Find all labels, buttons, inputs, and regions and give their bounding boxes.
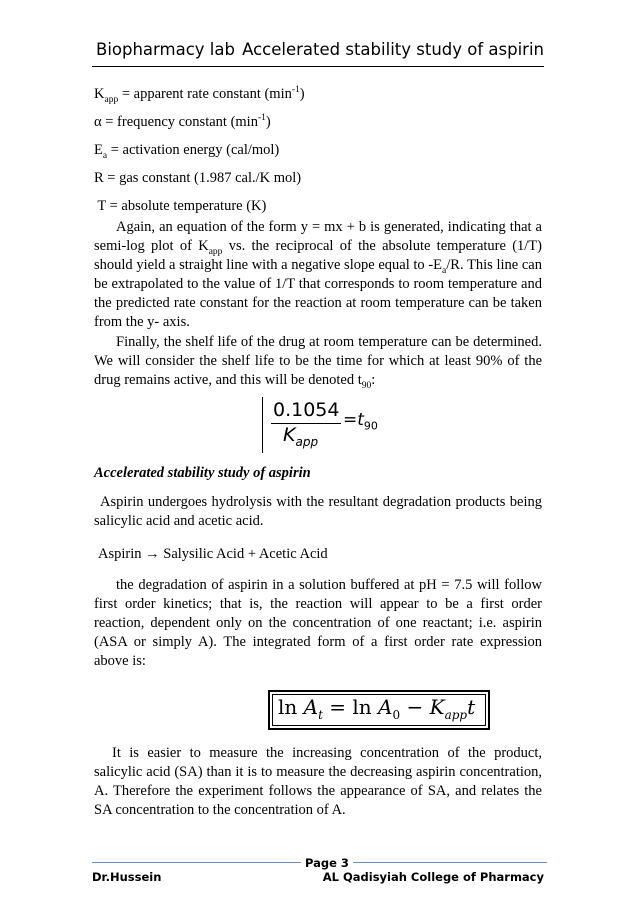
eq-subscript: app bbox=[444, 708, 468, 722]
def-subscript: a bbox=[102, 150, 108, 161]
def-text: = frequency constant (min bbox=[101, 114, 258, 130]
def-text: = gas constant (1.987 cal./K mol) bbox=[103, 170, 302, 186]
para-text: Finally, the shelf life of the drug at room temperature can be determined. We will consider the shelf life to be the time for which at least 90% of the drug remains active, and this will be denoted t bbox=[94, 334, 542, 388]
para-text: : bbox=[371, 372, 376, 388]
eq-subscript: t bbox=[318, 708, 323, 722]
reaction-equation: Aspirin → Salysilic Acid + Acetic Acid bbox=[98, 546, 328, 562]
header-right-title: Accelerated stability study of aspirin bbox=[242, 40, 544, 59]
equation-text bbox=[278, 695, 476, 722]
eq-part: K bbox=[429, 695, 445, 719]
definition-ea bbox=[94, 142, 305, 170]
shelf-life-equation bbox=[262, 397, 383, 453]
def-tail: ) bbox=[299, 86, 305, 102]
paragraph-hydrolysis: Aspirin undergoes hydrolysis with the resultant degradation products being salicylic acid and acetic acid. bbox=[94, 494, 542, 529]
footer-institution: AL Qadisyiah College of Pharmacy bbox=[322, 870, 544, 884]
def-superscript: -1 bbox=[257, 113, 266, 124]
def-symbol: E bbox=[94, 142, 103, 158]
def-text: = apparent rate constant (min bbox=[118, 86, 292, 102]
eq-part: ln bbox=[278, 695, 304, 719]
definition-r bbox=[94, 170, 305, 198]
den-subscript: app bbox=[295, 434, 319, 449]
footer-author: Dr.Hussein bbox=[92, 870, 162, 884]
header-left-title: Biopharmacy lab bbox=[96, 40, 235, 59]
equation-rhs bbox=[343, 410, 378, 433]
def-text: = absolute temperature (K) bbox=[105, 198, 267, 214]
def-text: = activation energy (cal/mol) bbox=[107, 142, 280, 158]
def-tail: ) bbox=[265, 114, 271, 130]
definition-kapp bbox=[94, 86, 305, 114]
para-text: /R. This line can be extrapolated to the value of 1/T that corresponds to room temperature and the predicted rate constant for the reaction at room temperature can be taken from the y- axis. bbox=[94, 257, 542, 330]
eq-part: = ln bbox=[322, 695, 379, 719]
eq-part: A bbox=[378, 695, 393, 719]
equation-denominator bbox=[283, 424, 319, 449]
page-header bbox=[92, 40, 544, 67]
paragraph-kinetics: the degradation of aspirin in a solution buffered at pH = 7.5 will follow first order kinetics; that is, the reaction will appear to be a first order reaction, dependent only on the concentration of one reactant; i.e. aspirin (ASA or simply A). The integrated form of a first order rate expression above is: bbox=[94, 577, 542, 669]
para-text: vs. the reciprocal of the absolute temperature (1/T) should yield a straight line with a negative slope equal to -E bbox=[94, 238, 542, 273]
equation-numerator: 0.1054 bbox=[273, 399, 340, 421]
den-symbol: K bbox=[283, 424, 296, 446]
def-symbol: T bbox=[94, 198, 106, 214]
paragraph-shelf-life bbox=[94, 333, 542, 390]
def-symbol: K bbox=[94, 86, 105, 102]
paragraph-measurement: It is easier to measure the increasing concentration of the product, salicylic acid (SA) than it is to measure the decreasing aspirin concentration, A. Therefore the experiment follows the appearance of SA, and relates the SA concentration to the concentration of A. bbox=[94, 745, 542, 818]
paragraph-semilog bbox=[94, 218, 542, 332]
def-symbol: R bbox=[94, 170, 104, 186]
definitions-list bbox=[94, 86, 305, 226]
para-subscript: 90 bbox=[361, 380, 372, 391]
def-symbol: α bbox=[94, 114, 102, 130]
definition-alpha bbox=[94, 114, 305, 142]
para-subscript: a bbox=[442, 265, 447, 276]
eq-part: t bbox=[467, 695, 476, 719]
para-text: Again, an equation of the form y = mx + b is generated, indicating that a semi-log plot of K bbox=[94, 219, 542, 254]
rhs-subscript: 90 bbox=[363, 419, 378, 433]
page-number: Page 3 bbox=[301, 856, 353, 870]
section-heading: Accelerated stability study of aspirin bbox=[94, 465, 311, 481]
eq-part: A bbox=[303, 695, 319, 719]
def-subscript: app bbox=[104, 94, 119, 105]
def-superscript: -1 bbox=[291, 85, 300, 96]
first-order-equation bbox=[268, 690, 490, 730]
rhs-symbol: =t bbox=[343, 410, 364, 430]
para-subscript: app bbox=[208, 246, 223, 257]
eq-part: − bbox=[400, 695, 430, 719]
eq-subscript: 0 bbox=[392, 708, 401, 722]
